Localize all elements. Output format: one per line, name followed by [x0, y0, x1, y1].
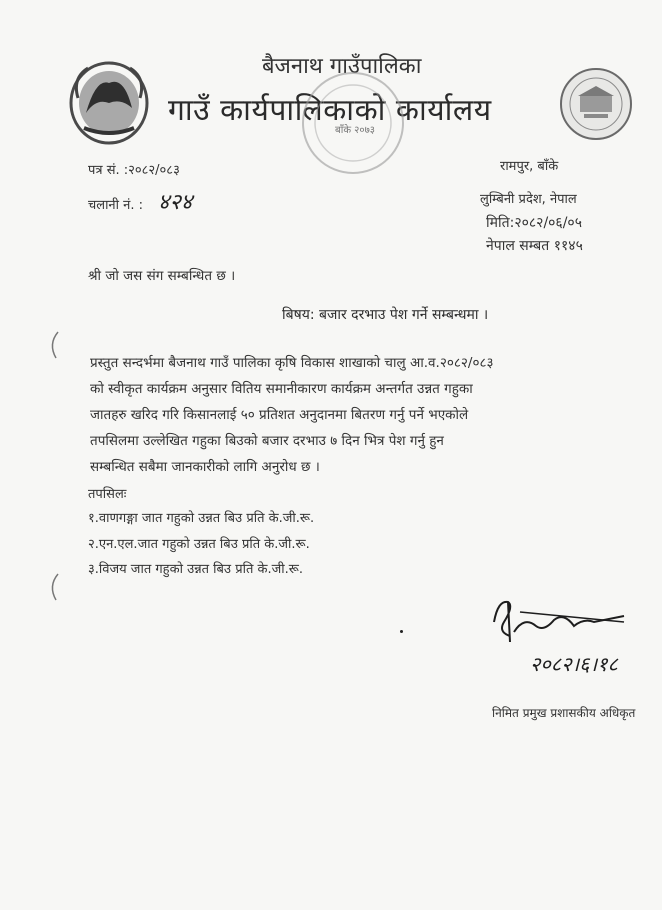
signature-date: २०८२।६।१८	[530, 652, 618, 676]
stamp-text: बाँके २०७३	[335, 125, 375, 136]
body-line: प्रस्तुत सन्दर्भमा बैजनाथ गाउँ पालिका कृषि विकास शाखाको चालु आ.व.२०८२/०८३	[90, 355, 494, 371]
municipality-name: बैजनाथ गाउँपालिका	[262, 54, 422, 79]
letter-date: मिति:२०८२/०६/०५	[486, 215, 582, 231]
body-line: तपसिलमा उल्लेखित गहुका बिउको बजार दरभाउ ७ दिन भित्र पेश गर्नु हुन	[90, 433, 444, 449]
body-line: सम्बन्धित सबैमा जानकारीको लागि अनुरोध छ ।	[90, 459, 320, 475]
nepal-sambat: नेपाल सम्बत ११४५	[486, 238, 583, 254]
patra-number: पत्र सं. :२०८२/०८३	[88, 163, 180, 178]
margin-mark-icon	[46, 572, 60, 602]
chalani-label: चलानी नं. :	[88, 198, 144, 213]
body-paragraph	[90, 350, 630, 480]
margin-mark-icon	[46, 330, 60, 360]
chalani-number: ४२४	[158, 190, 193, 215]
tapasil-label: तपसिलः	[88, 487, 127, 502]
list-item: १.वाणगङ्गा जात गहुको उन्नत बिउ प्रति के.जी.रू.	[88, 511, 315, 526]
address-line1: रामपुर, बाँके	[500, 159, 559, 174]
municipality-logo-icon	[558, 66, 634, 142]
address-line2: लुम्बिनी प्रदेश, नेपाल	[480, 192, 577, 207]
list-item: २.एन.एल.जात गहुको उन्नत बिउ प्रति के.जी.रू.	[88, 537, 310, 552]
subject-line: बिषय: बजार दरभाउ पेश गर्ने सम्बन्धमा ।	[282, 307, 489, 323]
body-line: को स्वीकृत कार्यक्रम अनुसार वितिय समानीकारण कार्यक्रम अन्तर्गत उन्नत गहुका	[90, 381, 473, 397]
office-name: गाउँ कार्यपालिकाको कार्यालय	[168, 93, 492, 128]
list-item: ३.विजय जात गहुको उन्नत बिउ प्रति के.जी.रू.	[88, 562, 303, 577]
body-line: जातहरु खरिद गरि किसानलाई ५० प्रतिशत अनुदानमा बितरण गर्नु पर्ने भएकोले	[90, 407, 469, 423]
office-stamp-icon	[298, 68, 408, 178]
nepal-emblem-icon	[66, 58, 152, 148]
ink-dot	[400, 630, 403, 633]
signatory-title: निमित प्रमुख प्रशासकीय अधिकृत	[492, 706, 636, 720]
salutation: श्री जो जस संग सम्बन्धित छ ।	[88, 268, 236, 284]
